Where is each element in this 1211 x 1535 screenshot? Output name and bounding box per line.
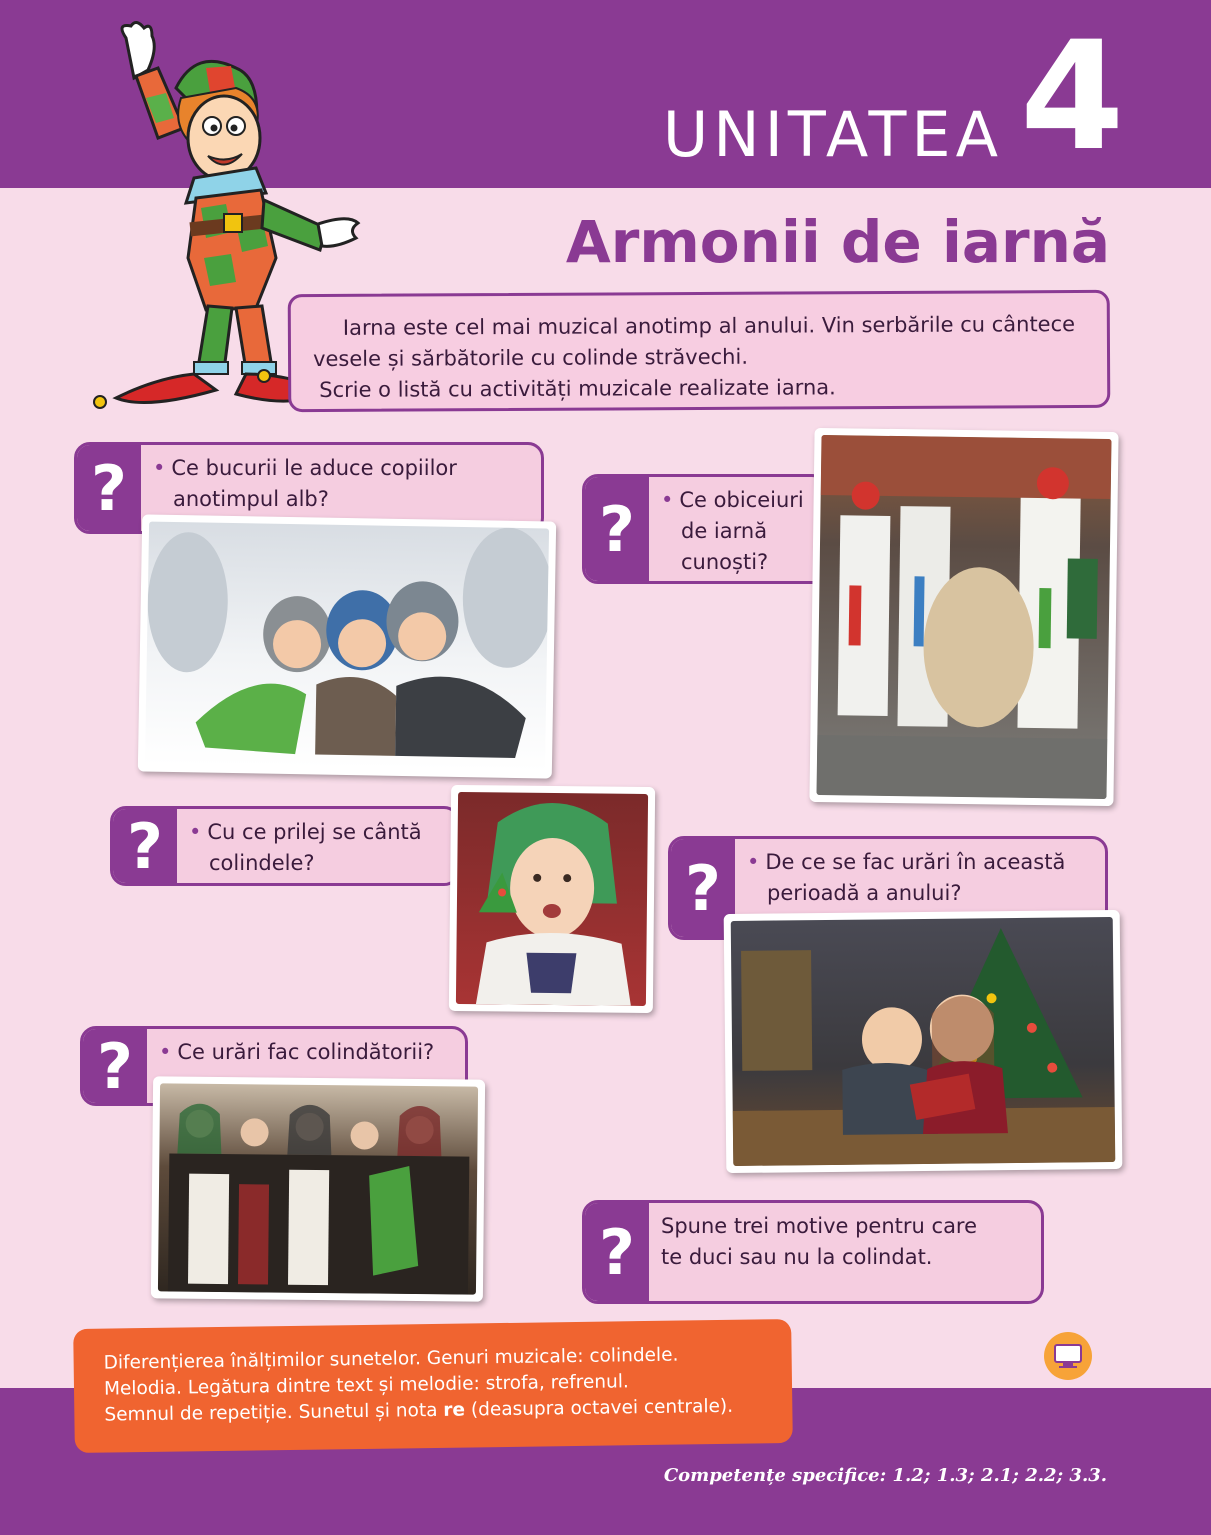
- question-line: Ce obiceiuri: [679, 488, 804, 512]
- question-text: [661, 485, 815, 578]
- computer-icon: [1044, 1332, 1092, 1380]
- question-text: [747, 847, 1095, 909]
- question-line: Cu ce prilej se cântă: [207, 820, 422, 844]
- question-mark-icon: ?: [585, 1203, 649, 1301]
- intro-line: vesele și sărbătorile cu colinde străvechi.: [312, 344, 749, 372]
- question-line: de iarnă: [681, 519, 768, 543]
- lesson-bold-text: re: [443, 1399, 466, 1421]
- lesson-line: Diferențierea înălțimilor sunetelor. Genuri muzicale: colindele.: [103, 1344, 679, 1374]
- question-text: [189, 817, 447, 879]
- question-mark-icon: ?: [77, 445, 141, 531]
- competencies-footer: Competențe specifice: 1.2; 1.3; 2.1; 2.2; 3.3.: [663, 1465, 1107, 1486]
- question-mark-icon: ?: [585, 477, 649, 581]
- bullet: •: [661, 488, 674, 512]
- question-mark-icon: ?: [671, 839, 735, 937]
- photo-kids-in-snow: [138, 514, 556, 778]
- lesson-topics-box: [73, 1319, 793, 1453]
- page-title: Armonii de iarnă: [565, 208, 1110, 276]
- question-text: [159, 1037, 455, 1068]
- photo-children-christmas-tree: [724, 910, 1123, 1173]
- intro-box: [288, 290, 1111, 412]
- question-line: Ce urări fac colindătorii?: [177, 1040, 435, 1064]
- unit-number: 4: [1020, 10, 1125, 184]
- question-text: [661, 1211, 1031, 1273]
- question-line: Ce bucurii le aduce copiilor: [171, 456, 457, 480]
- question-line: te duci sau nu la colindat.: [661, 1245, 933, 1269]
- photo-girl-singing: [449, 785, 655, 1013]
- unit-label: UNITATEA: [662, 98, 1003, 171]
- question-text: [153, 453, 531, 515]
- intro-line: Scrie o listă cu activități muzicale realizate iarna.: [319, 375, 836, 402]
- question-line: cunoști?: [681, 550, 769, 574]
- question-box: [582, 1200, 1044, 1304]
- photo-carolers: [151, 1076, 485, 1301]
- question-box: [582, 474, 828, 584]
- question-mark-icon: ?: [83, 1029, 147, 1103]
- question-line: De ce se fac urări în această: [765, 850, 1066, 874]
- question-line: perioadă a anului?: [767, 881, 962, 905]
- lesson-text: (deasupra octavei centrale).: [464, 1395, 734, 1421]
- lesson-line: Melodia. Legătura dintre text și melodie: strofa, refrenul.: [103, 1371, 629, 1400]
- bullet: •: [153, 456, 166, 480]
- bullet: •: [747, 850, 760, 874]
- question-line: Spune trei motive pentru care: [661, 1214, 978, 1238]
- bullet: •: [189, 820, 202, 844]
- question-line: colindele?: [209, 851, 315, 875]
- question-line: anotimpul alb?: [173, 487, 329, 511]
- question-mark-icon: ?: [113, 809, 177, 883]
- question-box: [110, 806, 460, 886]
- bullet: •: [159, 1040, 172, 1064]
- intro-line: Iarna este cel mai muzical anotimp al anului. Vin serbările cu cântece: [342, 312, 1076, 340]
- lesson-text: Semnul de repetiție. Sunetul și nota: [104, 1399, 444, 1426]
- photo-winter-customs: [809, 428, 1118, 806]
